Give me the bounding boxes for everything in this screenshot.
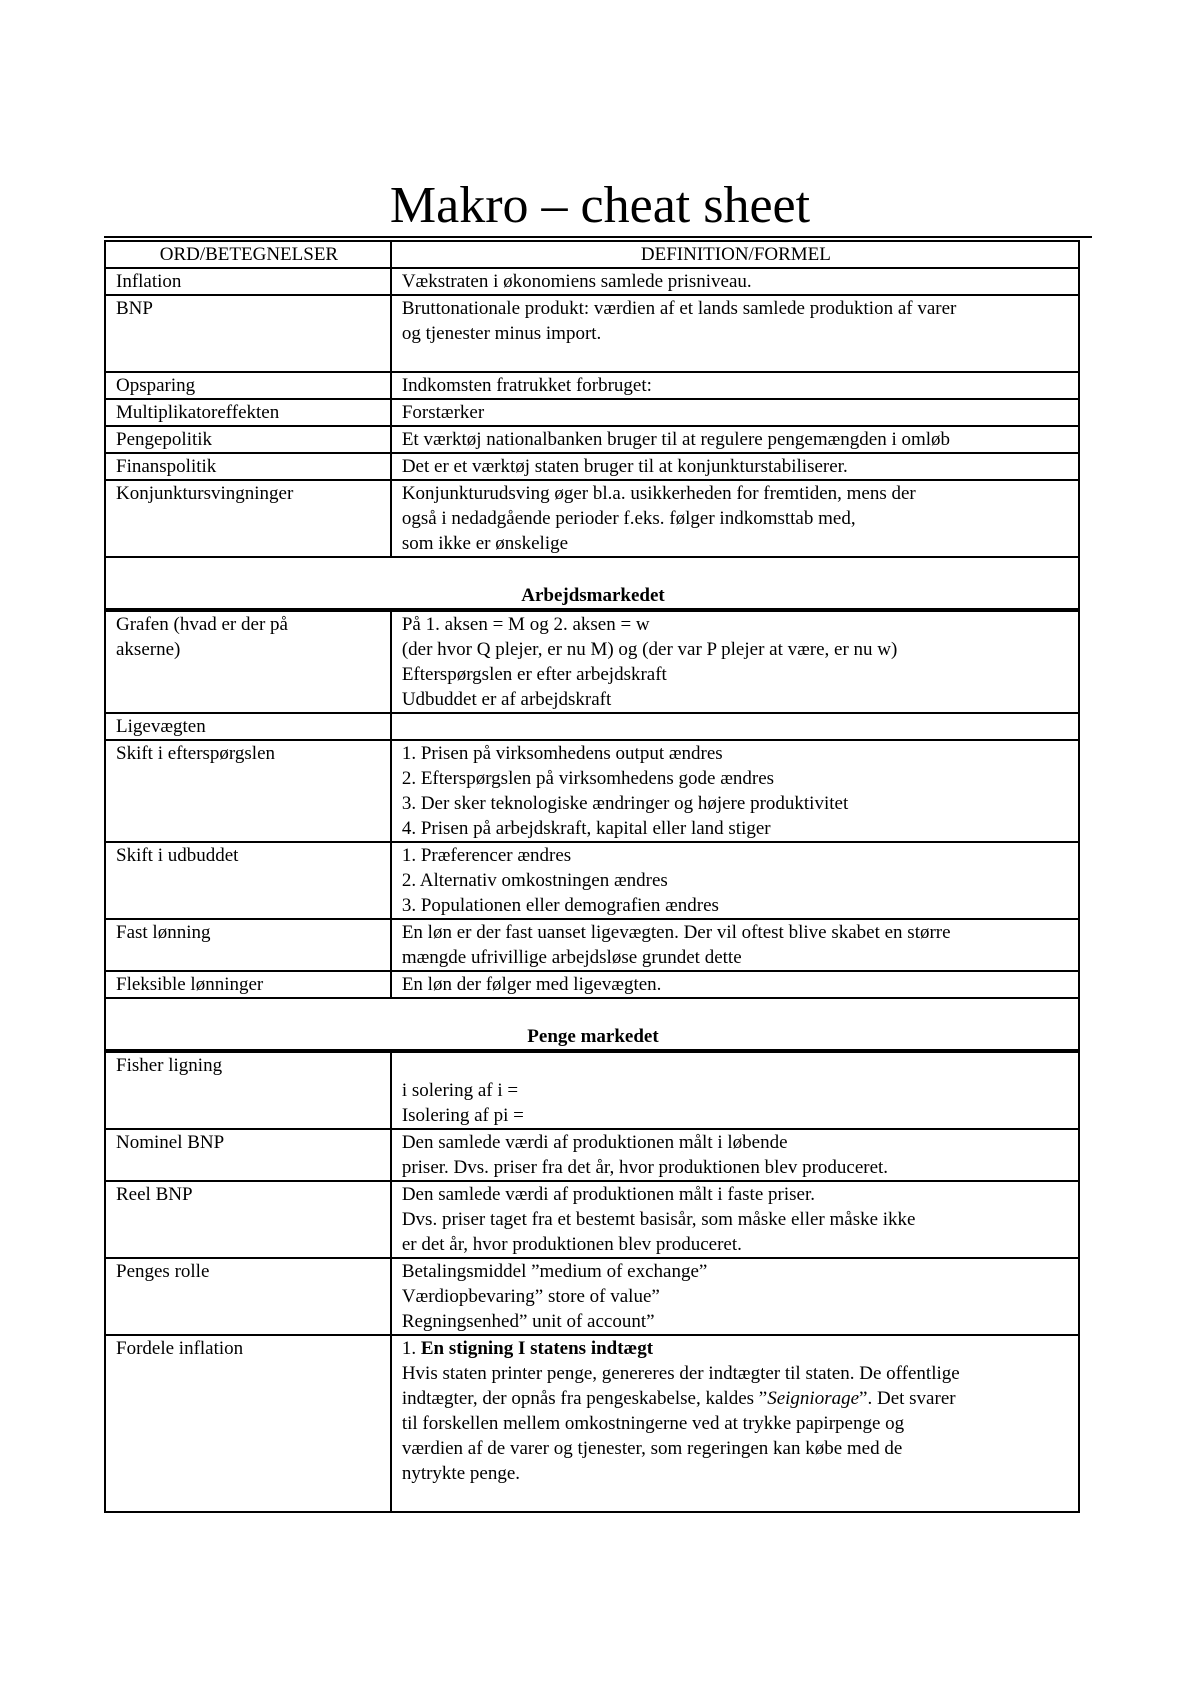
term-cell: Ligevægten [105, 713, 391, 740]
table-row [105, 399, 1079, 426]
table-row [105, 610, 1079, 713]
table-row [105, 372, 1079, 399]
table-row [105, 971, 1079, 998]
definition-line: På 1. aksen = M og 2. aksen = w [401, 614, 650, 635]
definition-line: Værdiopbevaring” store of value” [401, 1286, 660, 1307]
table-row [105, 740, 1079, 842]
definition-line: som ikke er ønskelige [401, 533, 569, 554]
table-row [105, 1335, 1079, 1512]
definition-line: En løn er der fast uanset ligevægten. Der vil oftest blive skabet en større [401, 922, 951, 943]
definition-cell [391, 1258, 1079, 1335]
table-row [105, 1258, 1079, 1335]
definition-line: Regningsenhed” unit of account” [401, 1311, 655, 1332]
table-row [105, 453, 1079, 480]
definition-line: Efterspørgslen er efter arbejdskraft [401, 664, 667, 685]
section-heading-row [105, 557, 1079, 610]
table-row [105, 713, 1079, 740]
term-cell: Fordele inflation [105, 1335, 391, 1512]
definition-cell [391, 1335, 1079, 1512]
definition-line: 3. Populationen eller demografien ændres [401, 895, 719, 916]
term-cell: Multiplikatoreffekten [105, 399, 391, 426]
definition-line: mængde ufrivillige arbejdsløse grundet dette [401, 947, 742, 968]
definition-line: Udbuddet er af arbejdskraft [401, 689, 612, 710]
definition-line: (der hvor Q plejer, er nu M) og (der var P plejer at være, er nu w) [401, 639, 898, 660]
table-row [105, 1051, 1079, 1129]
definition-line: En løn der følger med ligevægten. [401, 974, 662, 995]
definition-line: 1. Præferencer ændres [401, 845, 572, 866]
term-cell: Finanspolitik [105, 453, 391, 480]
term-line: Grafen (hvad er der på [116, 614, 288, 635]
definition-line: 1. Prisen på virksomhedens output ændres [401, 743, 723, 764]
table-row [105, 295, 1079, 372]
table-row [105, 268, 1079, 295]
header-terms: ORD/BETEGNELSER [105, 241, 391, 268]
section-heading-row [105, 998, 1079, 1051]
definition-cell [391, 1181, 1079, 1258]
definition-cell [391, 971, 1079, 998]
table-row [105, 480, 1079, 557]
table-row [105, 1129, 1079, 1181]
italic-term: Seigniorage [767, 1388, 860, 1409]
cheat-sheet-table [104, 240, 1080, 1513]
table-row [105, 842, 1079, 919]
definition-line [402, 1386, 1070, 1411]
definition-line: 2. Alternativ omkostningen ændres [401, 870, 668, 891]
term-cell: Skift i udbuddet [105, 842, 391, 919]
term-cell: Nominel BNP [105, 1129, 391, 1181]
term-cell: Pengepolitik [105, 426, 391, 453]
definition-line: til forskellen mellem omkostningerne ved at trykke papirpenge og [401, 1413, 905, 1434]
definition-cell [391, 426, 1079, 453]
term-cell: Inflation [105, 268, 391, 295]
page-title: Makro – cheat sheet [389, 177, 811, 234]
definition-line: 2. Efterspørgslen på virksomhedens gode ændres [401, 768, 775, 789]
header-definitions: DEFINITION/FORMEL [391, 241, 1079, 268]
definition-cell [391, 399, 1079, 426]
definition-line: Den samlede værdi af produktionen målt i faste priser. [401, 1184, 815, 1205]
definition-line: 3. Der sker teknologiske ændringer og højere produktivitet [401, 793, 849, 814]
definition-line: i solering af i = [401, 1080, 519, 1101]
term-cell: Reel BNP [105, 1181, 391, 1258]
definition-cell [391, 295, 1079, 372]
definition-line: Det er et værktøj staten bruger til at konjunkturstabiliserer. [401, 456, 848, 477]
definition-line: Bruttonationale produkt: værdien af et lands samlede produktion af varer [401, 298, 957, 319]
definition-line: Isolering af pi = [401, 1105, 524, 1126]
definition-line: også i nedadgående perioder f.eks. følger indkomsttab med, [401, 508, 856, 529]
definition-line: Betalingsmiddel ”medium of exchange” [401, 1261, 708, 1282]
definition-line: Et værktøj nationalbanken bruger til at regulere pengemængden i omløb [401, 429, 951, 450]
term-cell: Penges rolle [105, 1258, 391, 1335]
definition-line: nytrykte penge. [401, 1463, 521, 1484]
definition-line: priser. Dvs. priser fra det år, hvor produktionen blev produceret. [401, 1157, 889, 1178]
section-heading-penge-markedet: Penge markedet [105, 998, 1079, 1051]
definition-line: Hvis staten printer penge, genereres der indtægter til staten. De offentlige [401, 1363, 960, 1384]
definition-cell [391, 919, 1079, 971]
definition-line: Dvs. priser taget fra et bestemt basisår, som måske eller måske ikke [401, 1209, 916, 1230]
definition-cell [391, 842, 1079, 919]
definition-line: er det år, hvor produktionen blev produceret. [401, 1234, 742, 1255]
definition-cell [391, 372, 1079, 399]
definition-cell [391, 713, 1079, 740]
definition-text: indtægter, der opnås fra pengeskabelse, kaldes ” [401, 1388, 768, 1409]
definition-cell [391, 1051, 1079, 1129]
definition-line: Konjunkturudsving øger bl.a. usikkerheden for fremtiden, mens der [401, 483, 916, 504]
term-cell: Konjunktursvingninger [105, 480, 391, 557]
definition-line: Den samlede værdi af produktionen målt i løbende [401, 1132, 788, 1153]
list-number: 1. [401, 1338, 421, 1359]
term-line: akserne) [116, 639, 181, 660]
table-row [105, 1181, 1079, 1258]
term-cell: Fleksible lønninger [105, 971, 391, 998]
term-cell [105, 610, 391, 713]
definition-cell [391, 453, 1079, 480]
term-cell: Skift i efterspørgslen [105, 740, 391, 842]
term-cell: Fisher ligning [105, 1051, 391, 1129]
definition-line: 4. Prisen på arbejdskraft, kapital eller land stiger [401, 818, 771, 839]
definition-line: Indkomsten fratrukket forbruget: [401, 375, 652, 396]
bold-heading: En stigning I statens indtægt [420, 1338, 654, 1359]
definition-line: værdien af de varer og tjenester, som regeringen kan købe med de [401, 1438, 903, 1459]
table-row [105, 426, 1079, 453]
table-header-row [105, 241, 1079, 268]
title-rule [104, 236, 1092, 238]
definition-line: Vækstraten i økonomiens samlede prisniveau. [401, 271, 752, 292]
definition-cell [391, 740, 1079, 842]
term-cell: Opsparing [105, 372, 391, 399]
term-cell: BNP [105, 295, 391, 372]
definition-cell [391, 268, 1079, 295]
definition-line: Forstærker [401, 402, 485, 423]
definition-heading [402, 1336, 1070, 1361]
definition-cell [391, 1129, 1079, 1181]
definition-line: og tjenester minus import. [401, 323, 602, 344]
definition-cell [391, 610, 1079, 713]
table-row [105, 919, 1079, 971]
section-heading-arbejdsmarkedet: Arbejdsmarkedet [105, 557, 1079, 610]
definition-cell [391, 480, 1079, 557]
term-cell: Fast lønning [105, 919, 391, 971]
definition-text: ”. Det svarer [859, 1388, 956, 1409]
